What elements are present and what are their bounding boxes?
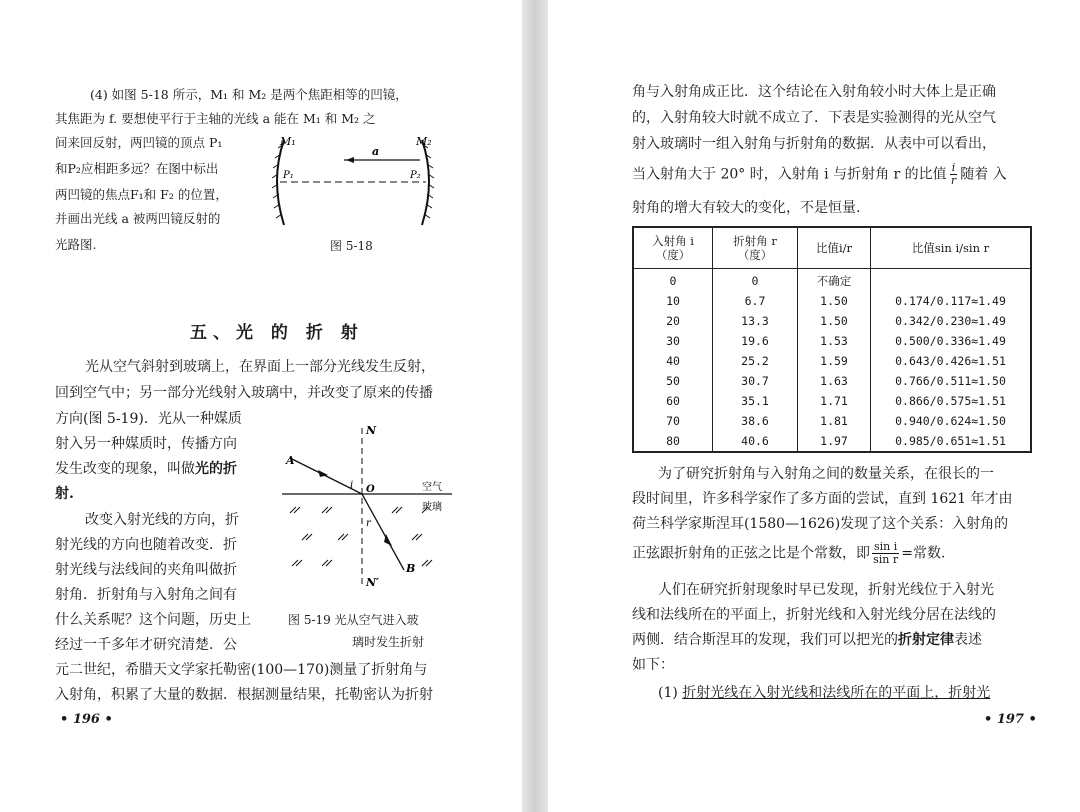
body-line: 射角的增大有较大的变化，不是恒量. (632, 200, 861, 216)
label-o: O (366, 484, 375, 495)
body-line: 荷兰科学家斯涅耳(1580—1626)发现了这个关系：入射角的 (632, 516, 1009, 532)
table-cell: 10 (633, 291, 713, 311)
exercise-line: 两凹镜的焦点F₁和 F₂ 的位置， (55, 187, 228, 202)
snell-fraction: $\frac{\text{sin i}}{\text{sin r}}$ (873, 540, 899, 566)
table-cell: 0 (633, 269, 713, 292)
table-header: 入射角 i （度） (633, 227, 713, 269)
table-cell: 60 (633, 391, 713, 411)
left-page (0, 0, 522, 812)
table-cell: 不确定 (798, 269, 871, 292)
table-row (633, 331, 1031, 351)
table-cell: 1.81 (798, 411, 871, 431)
table-cell: 20 (633, 311, 713, 331)
table-row (633, 311, 1031, 331)
body-line: 的，入射角较大时就不成立了．下表是实验测得的光从空气 (632, 110, 996, 126)
table-cell: 6.7 (713, 291, 798, 311)
table-cell: 1.97 (798, 431, 871, 452)
table-cell: 1.53 (798, 331, 871, 351)
table-cell: 0.940/0.624≈1.50 (871, 411, 1032, 431)
table-cell: 1.59 (798, 351, 871, 371)
glass-hatch (290, 507, 432, 566)
body-line: 当入射角大于 20° 时，入射角 i 与折射角 r 的比值 $\frac{i}{r}$ 随着 入 (632, 161, 1007, 187)
label-a: A (286, 454, 295, 467)
table-cell: 0.866/0.575≈1.51 (871, 391, 1032, 411)
body-line: 射入另一种媒质时，传播方向 (55, 436, 237, 452)
body-line: 光从空气斜射到玻璃上，在界面上一部分光线发生反射， (85, 359, 435, 375)
body-line: 元二世纪，希腊天文学家托勒密(100—170)测量了折射角与 (55, 662, 428, 678)
body-line: 射角．折射角与入射角之间有 (55, 587, 237, 603)
body-line: 角与入射角成正比．这个结论在入射角较小时大体上是正确 (632, 84, 996, 100)
table-cell: 25.2 (713, 351, 798, 371)
body-line: 什么关系呢？这个问题，历史上 (55, 612, 251, 628)
table-cell: 0 (713, 269, 798, 292)
table-header: 比值i/r (798, 227, 871, 269)
body-line: 射光线与法线间的夹角叫做折 (55, 562, 237, 578)
table-cell: 70 (633, 411, 713, 431)
right-page (548, 0, 1080, 812)
table-cell: 19.6 (713, 331, 798, 351)
body-line: 段时间里，许多科学家作了多方面的尝试，直到 1621 年才由 (632, 491, 1013, 507)
body-line: 回到空气中；另一部分光线射入玻璃中，并改变了原来的传播 (55, 385, 433, 401)
label-m1: M₁ (280, 135, 296, 148)
body-line: 射入玻璃时一组入射角与折射角的数据．从表中可以看出， (632, 136, 996, 152)
table-cell: 0.643/0.426≈1.51 (871, 351, 1032, 371)
body-line: 发生改变的现象，叫做光的折 (55, 461, 237, 477)
table-cell: 1.50 (798, 291, 871, 311)
table-cell: 40.6 (713, 431, 798, 452)
table-cell: 0.342/0.230≈1.49 (871, 311, 1032, 331)
table-cell: 30.7 (713, 371, 798, 391)
law-statement: 折射光线在入射光线和法线所在的平面上，折射光 (682, 685, 991, 701)
table-row (633, 391, 1031, 411)
exercise-line: 其焦距为 f. 要想使平行于主轴的光线 a 能在 M₁ 和 M₂ 之 (55, 111, 376, 126)
label-p2: P₂ (410, 170, 421, 181)
label-m2: M₂ (416, 135, 432, 148)
table-header-row (633, 227, 1031, 269)
ratio-fraction: $\frac{i}{r}$ (950, 161, 957, 187)
table-cell: 30 (633, 331, 713, 351)
table-row (633, 269, 1031, 292)
exercise-line: (4) 如图 5-18 所示，M₁ 和 M₂ 是两个焦距相等的凹镜， (90, 87, 408, 102)
table-cell: 0.766/0.511≈1.50 (871, 371, 1032, 391)
body-line: 线和法线所在的平面上，折射光线和入射光线分居在法线的 (632, 607, 996, 623)
table-cell: 1.50 (798, 311, 871, 331)
table-cell: 1.63 (798, 371, 871, 391)
table-row (633, 351, 1031, 371)
table-cell: 0.174/0.117≈1.49 (871, 291, 1032, 311)
section-title: 五、光 的 折 射 (190, 323, 364, 343)
body-line: 人们在研究折射现象时早已发现，折射光线位于入射光 (658, 582, 994, 598)
exercise-line: 间来回反射，两凹镜的顶点 P₁ (55, 135, 223, 150)
table-cell: 80 (633, 431, 713, 452)
body-line: 如下： (632, 657, 674, 673)
exercise-line: 光路图. (55, 237, 97, 252)
body-line: 方向(图 5-19)．光从一种媒质 (55, 411, 242, 427)
label-n-prime: N′ (366, 576, 379, 589)
label-n: N (366, 424, 377, 437)
body-line: 射光线的方向也随着改变．折 (55, 537, 237, 553)
table-cell: 13.3 (713, 311, 798, 331)
figure-caption: 图 5-19 光从空气进入玻 (288, 613, 419, 627)
label-glass: 玻璃 (422, 502, 442, 513)
table-cell: 40 (633, 351, 713, 371)
table-cell: 35.1 (713, 391, 798, 411)
term-refraction: 光的折 (195, 461, 237, 477)
table-cell: 0.985/0.651≈1.51 (871, 431, 1032, 452)
label-air: 空气 (422, 482, 442, 493)
body-line: 入射角，积累了大量的数据．根据测量结果，托勒密认为折射 (55, 687, 433, 703)
refracted-ray (362, 494, 404, 570)
figure-5-19 (282, 418, 462, 598)
body-line: 为了研究折射角与入射角之间的数量关系，在很长的一 (658, 466, 994, 482)
book-gutter (522, 0, 548, 812)
figure-caption: 图 5-18 (330, 239, 373, 253)
page-number: • 197 • (984, 712, 1037, 727)
table-header: 比值sin i/sin r (871, 227, 1032, 269)
ray-a-arrow (346, 157, 354, 163)
label-b: B (406, 562, 416, 575)
table-cell (871, 269, 1032, 292)
table-row (633, 291, 1031, 311)
body-line: 两侧．结合斯涅耳的发现，我们可以把光的折射定律表述 (632, 632, 982, 648)
table-row (633, 431, 1031, 452)
figure-caption: 璃时发生折射 (352, 635, 425, 649)
term-refraction-law: 折射定律 (898, 632, 954, 648)
body-line: 正弦跟折射角的正弦之比是个常数，即 $\frac{\text{sin i}}{\text{sin r}}$ =常数. (632, 540, 946, 566)
figure-5-18 (270, 130, 450, 240)
body-line: 射. (55, 486, 74, 502)
table-cell: 0.500/0.336≈1.49 (871, 331, 1032, 351)
body-line: 改变入射光线的方向，折 (85, 512, 239, 528)
exercise-line: 并画出光线 a 被两凹镜反射的 (55, 211, 221, 226)
table-cell: 38.6 (713, 411, 798, 431)
table-row (633, 411, 1031, 431)
label-r: r (366, 518, 371, 529)
label-p1: P₁ (283, 170, 294, 181)
label-i: i (350, 480, 354, 491)
body-line: 经过一千多年才研究清楚．公 (55, 637, 237, 653)
table-header: 折射角 r （度） (713, 227, 798, 269)
refraction-data-table (632, 226, 1032, 453)
exercise-line: 和P₂应相距多远？在图中标出 (55, 161, 219, 176)
table-cell: 50 (633, 371, 713, 391)
body-line: (1) 折射光线在入射光线和法线所在的平面上，折射光 (658, 685, 991, 701)
page-number: • 196 • (60, 712, 113, 727)
table-row (633, 371, 1031, 391)
table-cell: 1.71 (798, 391, 871, 411)
label-a: a (372, 145, 380, 158)
